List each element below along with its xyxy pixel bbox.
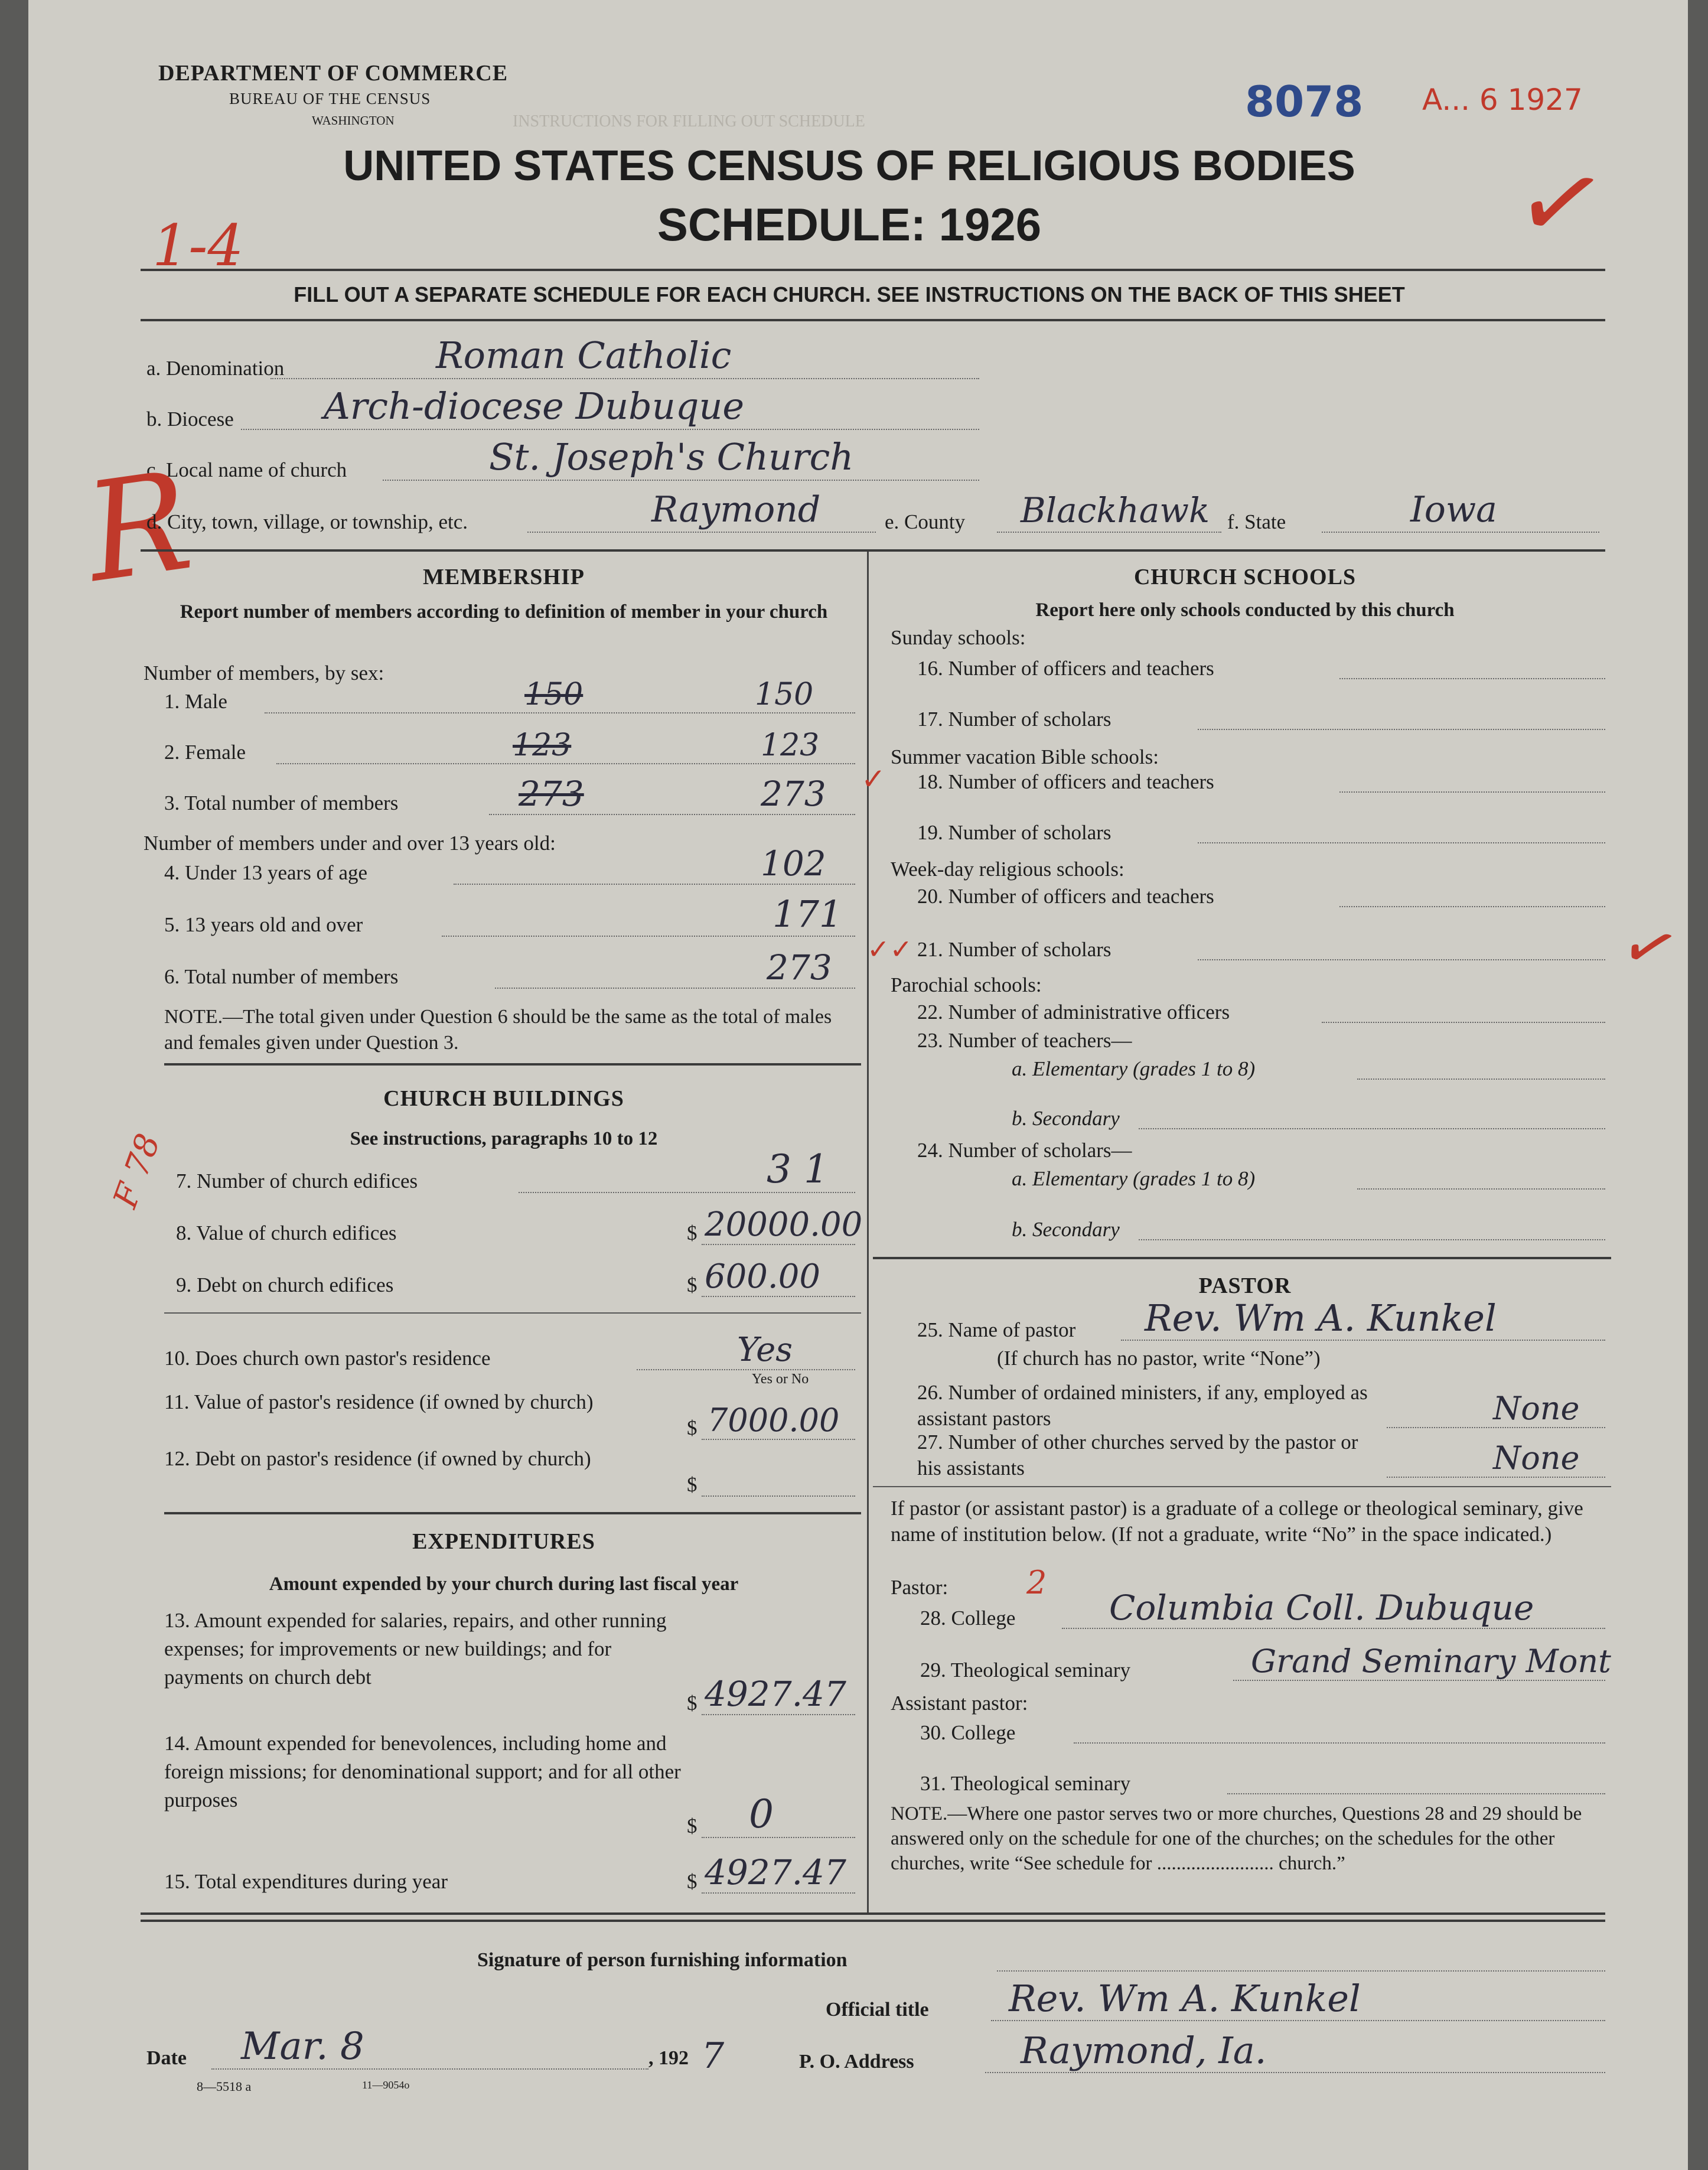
q12-field[interactable]	[702, 1468, 855, 1497]
q3-value: 273	[761, 774, 826, 814]
form-title: UNITED STATES CENSUS OF RELIGIOUS BODIES	[343, 142, 1355, 190]
q18-label: 18. Number of officers and teachers	[917, 770, 1214, 793]
q6-value: 273	[767, 947, 832, 988]
diocese-field[interactable]	[241, 385, 979, 430]
q10-hint: Yes or No	[752, 1371, 809, 1387]
q9-value: 600.00	[705, 1257, 820, 1296]
sunday-schools-heading: Sunday schools:	[891, 626, 1026, 649]
buildings-title: CHURCH BUILDINGS	[383, 1086, 624, 1111]
q24b-field[interactable]	[1139, 1213, 1605, 1240]
red-tick-icon: ✓	[861, 762, 886, 796]
city-field[interactable]	[527, 489, 876, 533]
membership-title: MEMBERSHIP	[423, 565, 585, 589]
local-name-value: St. Joseph's Church	[489, 435, 854, 478]
official-title-value: Rev. Wm A. Kunkel	[1009, 1977, 1361, 2020]
red-check-mark-icon: ✓	[1504, 133, 1618, 273]
pastor-title: PASTOR	[1198, 1273, 1292, 1298]
q2-crossed-value: 123	[513, 728, 572, 763]
q15-label: 15. Total expenditures during year	[164, 1870, 448, 1893]
po-address-label: P. O. Address	[799, 2051, 914, 2073]
q22-field[interactable]	[1322, 996, 1605, 1023]
city-value: Raymond	[651, 489, 821, 530]
q31-label: 31. Theological seminary	[920, 1772, 1131, 1795]
q14-dollar: $	[687, 1814, 697, 1837]
stamp-number: 8078	[1245, 77, 1364, 126]
q23b-field[interactable]	[1139, 1102, 1605, 1129]
bureau-heading: BUREAU OF THE CENSUS	[229, 90, 431, 107]
buildings-rule	[164, 1512, 861, 1514]
q15-field[interactable]	[702, 1852, 855, 1894]
state-label: f. State	[1227, 510, 1286, 533]
q26-label: 26. Number of ordained ministers, if any, employed as assistant pastors	[917, 1381, 1368, 1430]
q25-value: Rev. Wm A. Kunkel	[1145, 1296, 1497, 1340]
city-heading: WASHINGTON	[312, 113, 395, 128]
q13-value: 4927.47	[705, 1674, 846, 1714]
q6-field[interactable]	[495, 947, 855, 989]
buildings-subtitle: See instructions, paragraphs 10 to 12	[350, 1128, 658, 1149]
census-form-page	[28, 0, 1688, 2170]
local-name-label: c. Local name of church	[146, 458, 347, 481]
pastor-divider	[873, 1486, 1611, 1487]
q14-label: 14. Amount expended for benevolences, including home and foreign missions; for denominational support; and for all other purposes	[164, 1732, 681, 1811]
membership-rule	[164, 1063, 861, 1066]
q28-value: Columbia Coll. Dubuque	[1109, 1588, 1534, 1628]
q4-value: 102	[761, 843, 826, 884]
denomination-field[interactable]	[270, 334, 979, 379]
summer-schools-heading: Summer vacation Bible schools:	[891, 745, 1159, 768]
q29-label: 29. Theological seminary	[920, 1659, 1131, 1682]
q16-field[interactable]	[1339, 652, 1605, 679]
schools-rule	[873, 1257, 1611, 1259]
q1-value: 150	[755, 677, 814, 712]
q19-field[interactable]	[1198, 816, 1605, 843]
q1-crossed-value: 150	[524, 677, 584, 712]
membership-by-age: Number of members under and over 13 years old:	[144, 832, 556, 855]
q13-label: 13. Amount expended for salaries, repairs, and other running expenses; for improvements or new buildings; and for payments on church debt	[164, 1609, 667, 1689]
buildings-margin-note: F 78	[106, 1129, 168, 1213]
q23-label: 23. Number of teachers—	[917, 1029, 1132, 1052]
signature-rule-top	[141, 1912, 1605, 1915]
stamp-date: A... 6 1927	[1422, 83, 1583, 117]
official-title-field[interactable]	[991, 1977, 1605, 2021]
q2-field[interactable]	[276, 728, 855, 764]
denomination-value: Roman Catholic	[436, 334, 732, 377]
graduate-note: If pastor (or assistant pastor) is a graduate of a college or theological seminary, give name of institution below. (If not a graduate, write “No” in the space indicated.)	[891, 1497, 1583, 1546]
q29-value: Grand Seminary Mont	[1251, 1643, 1611, 1680]
q30-field[interactable]	[1074, 1716, 1605, 1744]
official-title-label: Official title	[826, 1999, 929, 2021]
date-field[interactable]	[211, 2025, 648, 2070]
q11-dollar: $	[687, 1416, 697, 1439]
q24b-label: b. Secondary	[1012, 1218, 1120, 1241]
q20-label: 20. Number of officers and teachers	[917, 885, 1214, 908]
date-label: Date	[146, 2047, 187, 2069]
signature-rule-double	[141, 1920, 1605, 1922]
q7-label: 7. Number of church edifices	[176, 1169, 418, 1192]
membership-by-sex: Number of members, by sex:	[144, 662, 384, 685]
q12-dollar: $	[687, 1473, 697, 1496]
q28-field[interactable]	[1062, 1588, 1605, 1629]
q27-field[interactable]	[1387, 1439, 1605, 1478]
signature-field[interactable]	[997, 1944, 1605, 1972]
q21-field[interactable]	[1198, 933, 1605, 960]
q10-value: Yes	[737, 1331, 793, 1369]
q19-label: 19. Number of scholars	[917, 821, 1111, 844]
q9-dollar: $	[687, 1273, 697, 1296]
q3-label: 3. Total number of members	[164, 791, 399, 814]
po-address-value: Raymond, Ia.	[1021, 2029, 1267, 2072]
q13-field[interactable]	[702, 1674, 855, 1715]
po-address-field[interactable]	[985, 2029, 1605, 2073]
q8-dollar: $	[687, 1221, 697, 1244]
expenditures-subtitle: Amount expended by your church during last fiscal year	[269, 1573, 739, 1595]
red-check-mark-right-icon: ✓	[1611, 902, 1689, 992]
county-field[interactable]	[997, 490, 1221, 533]
signature-label: Signature of person furnishing information	[477, 1949, 848, 1971]
fields-rule	[141, 549, 1605, 552]
q5-value: 171	[772, 892, 843, 936]
pastor-note: NOTE.—Where one pastor serves two or more churches, Questions 28 and 29 should be answered only on the schedule for one of the churches; on the schedules for the other churches, write “See schedule for ........................ church.”	[891, 1803, 1582, 1874]
q11-field[interactable]	[702, 1402, 855, 1440]
date-value: Mar. 8	[241, 2025, 364, 2068]
diocese-label: b. Diocese	[146, 408, 234, 431]
q14-field[interactable]	[702, 1791, 855, 1838]
instructions-line: FILL OUT A SEPARATE SCHEDULE FOR EACH CHURCH. SEE INSTRUCTIONS ON THE BACK OF THIS SHEET	[294, 282, 1405, 307]
q11-label: 11. Value of pastor's residence (if owned by church)	[164, 1390, 594, 1413]
q17-field[interactable]	[1198, 703, 1605, 730]
q24a-field[interactable]	[1357, 1162, 1605, 1190]
q9-field[interactable]	[702, 1257, 855, 1297]
q7-value: 3 1	[767, 1146, 829, 1192]
red-number-2: 2	[1026, 1564, 1047, 1601]
year-digit: 7	[702, 2035, 725, 2077]
column-divider	[867, 552, 869, 1914]
q25-hint: (If church has no pastor, write “None”)	[997, 1347, 1321, 1370]
q28-label: 28. College	[920, 1607, 1016, 1630]
q23a-label: a. Elementary (grades 1 to 8)	[1012, 1057, 1256, 1080]
q20-field[interactable]	[1339, 880, 1605, 907]
q25-label: 25. Name of pastor	[917, 1318, 1076, 1341]
q14-value: 0	[749, 1791, 774, 1837]
q24-label: 24. Number of scholars—	[917, 1139, 1132, 1162]
header-rule-bottom	[141, 319, 1605, 321]
pastor-sublabel: Pastor:	[891, 1576, 948, 1599]
state-value: Iowa	[1410, 489, 1497, 530]
q8-field[interactable]	[702, 1205, 863, 1245]
q4-label: 4. Under 13 years of age	[164, 861, 368, 884]
schools-title: CHURCH SCHOOLS	[1133, 565, 1357, 589]
q29-field[interactable]	[1233, 1643, 1611, 1681]
q8-value: 20000.00	[705, 1205, 863, 1244]
print-number: 11—9054o	[362, 2079, 410, 2091]
q3-field[interactable]	[489, 774, 855, 815]
q16-label: 16. Number of officers and teachers	[917, 657, 1214, 680]
parochial-schools-heading: Parochial schools:	[891, 973, 1042, 996]
q10-label: 10. Does church own pastor's residence	[164, 1347, 491, 1370]
q26-field[interactable]	[1387, 1390, 1605, 1428]
margin-letter-red: R	[77, 442, 200, 613]
q30-label: 30. College	[920, 1721, 1016, 1744]
q8-label: 8. Value of church edifices	[176, 1221, 397, 1244]
q6-label: 6. Total number of members	[164, 965, 399, 988]
q2-label: 2. Female	[164, 741, 246, 764]
bleed-through-text: INSTRUCTIONS FOR FILLING OUT SCHEDULE	[513, 112, 865, 131]
q18-field[interactable]	[1339, 765, 1605, 793]
state-field[interactable]	[1322, 489, 1599, 533]
q27-value: None	[1493, 1439, 1580, 1477]
q9-label: 9. Debt on church edifices	[176, 1273, 394, 1296]
membership-intro: Report number of members according to definition of member in your church	[180, 601, 828, 623]
q1-label: 1. Male	[164, 690, 227, 713]
q22-label: 22. Number of administrative officers	[917, 1001, 1230, 1024]
q15-value: 4927.47	[705, 1852, 846, 1892]
weekday-schools-heading: Week-day religious schools:	[891, 858, 1124, 881]
q5-label: 5. 13 years old and over	[164, 913, 363, 936]
buildings-divider	[164, 1312, 861, 1314]
q10-field[interactable]	[637, 1331, 855, 1370]
department-heading: DEPARTMENT OF COMMERCE	[158, 61, 509, 86]
q27-label: 27. Number of other churches served by the pastor or his assistants	[917, 1431, 1358, 1480]
header-rule-top	[141, 269, 1605, 271]
q4-field[interactable]	[454, 843, 855, 885]
q13-dollar: $	[687, 1692, 697, 1715]
q31-field[interactable]	[1227, 1767, 1605, 1794]
denomination-label: a. Denomination	[146, 357, 285, 380]
q25-field[interactable]	[1121, 1296, 1605, 1341]
red-double-tick-icon: ✓✓	[867, 933, 913, 965]
q2-value: 123	[761, 728, 820, 763]
q26-value: None	[1493, 1390, 1580, 1427]
expenditures-title: EXPENDITURES	[412, 1529, 595, 1554]
q21-label: 21. Number of scholars	[917, 938, 1111, 961]
margin-note-red: 1-4	[152, 213, 244, 279]
diocese-value: Arch-diocese Dubuque	[324, 385, 745, 428]
q5-field[interactable]	[442, 892, 855, 937]
form-number: 8—5518 a	[197, 2079, 252, 2094]
q11-value: 7000.00	[708, 1402, 840, 1439]
q24a-label: a. Elementary (grades 1 to 8)	[1012, 1167, 1256, 1190]
q15-dollar: $	[687, 1870, 697, 1893]
county-label: e. County	[885, 510, 966, 533]
local-name-field[interactable]	[383, 435, 979, 481]
year-prefix: , 192	[648, 2047, 689, 2069]
membership-note: NOTE.—The total given under Question 6 should be the same as the total of males and females given under Question 3.	[164, 1006, 832, 1054]
q3-crossed-value: 273	[519, 774, 584, 814]
city-label: d. City, town, village, or township, etc.	[146, 510, 468, 533]
county-value: Blackhawk	[1021, 490, 1210, 530]
q17-label: 17. Number of scholars	[917, 708, 1111, 731]
q23b-label: b. Secondary	[1012, 1107, 1120, 1130]
assistant-pastor-sublabel: Assistant pastor:	[891, 1692, 1028, 1715]
schools-intro: Report here only schools conducted by this church	[1035, 599, 1455, 621]
form-subtitle: SCHEDULE: 1926	[657, 198, 1042, 250]
q1-field[interactable]	[265, 677, 855, 713]
q23a-field[interactable]	[1357, 1053, 1605, 1080]
q7-field[interactable]	[519, 1146, 855, 1193]
q12-label: 12. Debt on pastor's residence (if owned by church)	[164, 1447, 591, 1470]
